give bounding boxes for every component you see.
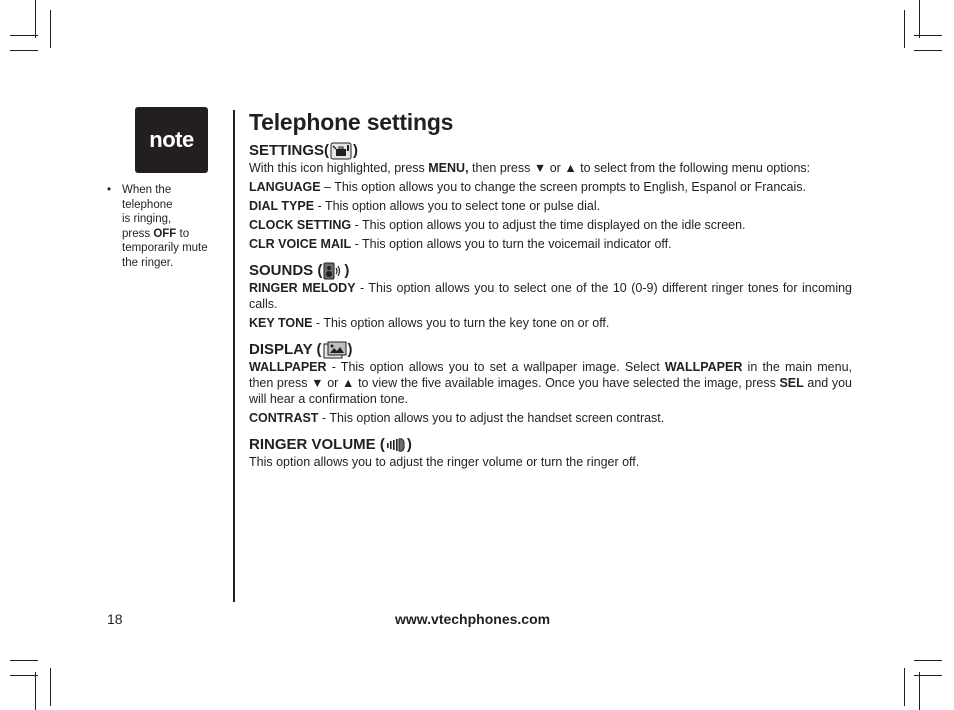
main-content (249, 108, 852, 470)
crop-mark (904, 10, 905, 48)
clr-voice-mail-option: CLR VOICE MAIL - This option allows you to turn the voicemail indicator off. (249, 237, 672, 251)
crop-mark (914, 50, 942, 51)
crop-mark (50, 10, 51, 48)
page-number: 18 (107, 611, 123, 627)
crop-mark (10, 660, 38, 661)
key-tone-option: KEY TONE - This option allows you to turn the key tone on or off. (249, 316, 610, 330)
note-item: • When the telephone is ringing, press OFF to temporarily mute the ringer. (107, 184, 208, 269)
down-arrow-icon: ▼ (533, 161, 547, 175)
settings-toolbox-icon (330, 142, 352, 160)
display-heading: DISPLAY ( ) (249, 341, 353, 358)
language-option: LANGUAGE – This option allows you to change the screen prompts to English, Espanol or Francais. (249, 180, 806, 194)
settings-heading: SETTINGS( ) (249, 142, 359, 159)
sounds-heading: SOUNDS ( ) (249, 262, 350, 279)
crop-mark (50, 668, 51, 706)
crop-mark (904, 668, 905, 706)
display-image-icon (323, 341, 347, 359)
off-key-label: OFF (153, 227, 177, 240)
bullet: • (107, 184, 112, 196)
vertical-divider (233, 110, 235, 602)
down-arrow-icon: ▼ (311, 376, 324, 390)
up-arrow-icon: ▲ (564, 161, 577, 175)
note-list (107, 183, 222, 270)
ringer-volume-text: This option allows you to adjust the ringer volume or turn the ringer off. (249, 455, 640, 469)
page-title: Telephone settings (249, 109, 454, 135)
speaker-sound-icon (323, 262, 343, 280)
clock-setting-option: CLOCK SETTING - This option allows you to adjust the time displayed on the idle screen. (249, 218, 746, 232)
note-badge: note (135, 107, 208, 173)
up-arrow-icon: ▲ (341, 376, 355, 390)
wallpaper-option: WALLPAPER - This option allows you to set a wallpaper image. Select WALLPAPER in the main menu, then press ▼ or ▲ to view the five available images. Once you have selected the image, press SEL and you will hear a confirmation tone. (249, 360, 853, 406)
crop-mark (919, 672, 920, 710)
crop-mark (10, 50, 38, 51)
crop-mark (10, 35, 38, 36)
crop-mark (10, 675, 38, 676)
ringer-melody-option: RINGER MELODY - This option allows you to select one of the 10 (0-9) different ringer tones for incoming calls. (249, 281, 852, 311)
dial-type-option: DIAL TYPE - This option allows you to select tone or pulse dial. (249, 199, 601, 213)
crop-mark (914, 660, 942, 661)
settings-intro: With this icon highlighted, press MENU, then press ▼ or ▲ to select from the following menu options: (249, 161, 811, 175)
contrast-option: CONTRAST - This option allows you to adjust the handset screen contrast. (249, 411, 665, 425)
footer-url: www.vtechphones.com (395, 611, 551, 627)
crop-mark (919, 0, 920, 38)
crop-mark (914, 675, 942, 676)
ringer-volume-icon (386, 436, 406, 454)
ringer-volume-heading: RINGER VOLUME ( ) (249, 436, 412, 453)
crop-mark (35, 672, 36, 710)
crop-mark (35, 0, 36, 38)
crop-mark (914, 35, 942, 36)
